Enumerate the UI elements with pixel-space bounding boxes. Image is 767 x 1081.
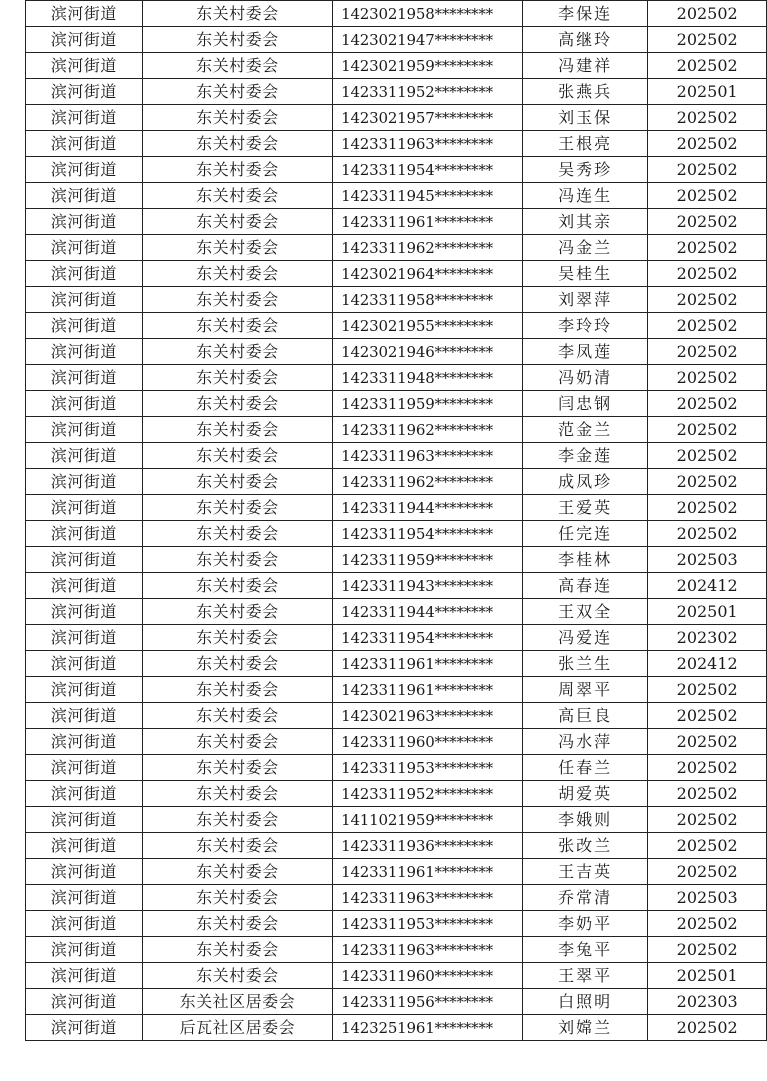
person-name-cell: 王根亮 (522, 131, 647, 157)
table-row (26, 209, 767, 235)
village-cell: 东关村委会 (142, 417, 332, 443)
table-row (26, 547, 767, 573)
month-cell: 202502 (648, 339, 767, 365)
id-number-cell: 1423311944******** (333, 599, 523, 625)
id-number-cell: 1423311961******** (333, 677, 523, 703)
table-row (26, 287, 767, 313)
table-row (26, 79, 767, 105)
table-row (26, 521, 767, 547)
person-name-cell: 闫忠钢 (522, 391, 647, 417)
month-cell: 202501 (648, 79, 767, 105)
village-cell: 东关村委会 (142, 131, 332, 157)
village-cell: 东关村委会 (142, 677, 332, 703)
table-row (26, 859, 767, 885)
id-number-cell: 1423311952******** (333, 79, 523, 105)
month-cell: 202502 (648, 443, 767, 469)
table-row (26, 261, 767, 287)
village-cell: 东关村委会 (142, 443, 332, 469)
street-cell: 滨河街道 (26, 573, 143, 599)
street-cell: 滨河街道 (26, 313, 143, 339)
month-cell: 202502 (648, 209, 767, 235)
table-row (26, 573, 767, 599)
table-row (26, 911, 767, 937)
street-cell: 滨河街道 (26, 261, 143, 287)
village-cell: 东关村委会 (142, 261, 332, 287)
street-cell: 滨河街道 (26, 625, 143, 651)
street-cell: 滨河街道 (26, 599, 143, 625)
id-number-cell: 1423311960******** (333, 963, 523, 989)
village-cell: 东关村委会 (142, 937, 332, 963)
street-cell: 滨河街道 (26, 79, 143, 105)
village-cell: 东关村委会 (142, 469, 332, 495)
street-cell: 滨河街道 (26, 209, 143, 235)
id-number-cell: 1423311962******** (333, 235, 523, 261)
village-cell: 东关村委会 (142, 183, 332, 209)
person-name-cell: 刘翠萍 (522, 287, 647, 313)
person-name-cell: 吴秀珍 (522, 157, 647, 183)
person-name-cell: 冯连生 (522, 183, 647, 209)
month-cell: 202502 (648, 859, 767, 885)
street-cell: 滨河街道 (26, 287, 143, 313)
person-name-cell: 高巨良 (522, 703, 647, 729)
id-number-cell: 1423311962******** (333, 469, 523, 495)
id-number-cell: 1423311936******** (333, 833, 523, 859)
village-cell: 东关村委会 (142, 1, 332, 27)
street-cell: 滨河街道 (26, 27, 143, 53)
month-cell: 202502 (648, 235, 767, 261)
street-cell: 滨河街道 (26, 417, 143, 443)
village-cell: 东关村委会 (142, 521, 332, 547)
id-number-cell: 1423311954******** (333, 521, 523, 547)
id-number-cell: 1411021959******** (333, 807, 523, 833)
month-cell: 202502 (648, 287, 767, 313)
month-cell: 202502 (648, 365, 767, 391)
village-cell: 东关村委会 (142, 781, 332, 807)
person-name-cell: 成凤珍 (522, 469, 647, 495)
table-row (26, 365, 767, 391)
table-row (26, 625, 767, 651)
person-name-cell: 张燕兵 (522, 79, 647, 105)
village-cell: 后瓦社区居委会 (142, 1015, 332, 1041)
id-number-cell: 1423311959******** (333, 547, 523, 573)
table-row (26, 105, 767, 131)
id-number-cell: 1423311961******** (333, 651, 523, 677)
table-row (26, 937, 767, 963)
month-cell: 202502 (648, 131, 767, 157)
month-cell: 202502 (648, 495, 767, 521)
month-cell: 202502 (648, 391, 767, 417)
street-cell: 滨河街道 (26, 339, 143, 365)
month-cell: 202502 (648, 1015, 767, 1041)
person-name-cell: 高春连 (522, 573, 647, 599)
table-row (26, 1, 767, 27)
village-cell: 东关村委会 (142, 807, 332, 833)
village-cell: 东关村委会 (142, 859, 332, 885)
village-cell: 东关村委会 (142, 79, 332, 105)
id-number-cell: 1423311944******** (333, 495, 523, 521)
table-row (26, 469, 767, 495)
month-cell: 202502 (648, 729, 767, 755)
village-cell: 东关村委会 (142, 391, 332, 417)
table-row (26, 651, 767, 677)
street-cell: 滨河街道 (26, 53, 143, 79)
street-cell: 滨河街道 (26, 885, 143, 911)
id-number-cell: 1423311953******** (333, 755, 523, 781)
month-cell: 202502 (648, 53, 767, 79)
village-cell: 东关村委会 (142, 885, 332, 911)
month-cell: 202502 (648, 833, 767, 859)
village-cell: 东关村委会 (142, 755, 332, 781)
person-name-cell: 冯建祥 (522, 53, 647, 79)
month-cell: 202502 (648, 183, 767, 209)
month-cell: 202502 (648, 911, 767, 937)
id-number-cell: 1423311956******** (333, 989, 523, 1015)
table-row (26, 183, 767, 209)
id-number-cell: 1423021957******** (333, 105, 523, 131)
person-name-cell: 李兔平 (522, 937, 647, 963)
month-cell: 202501 (648, 599, 767, 625)
id-number-cell: 1423311961******** (333, 209, 523, 235)
street-cell: 滨河街道 (26, 365, 143, 391)
id-number-cell: 1423311948******** (333, 365, 523, 391)
table-row (26, 53, 767, 79)
person-name-cell: 李保连 (522, 1, 647, 27)
table-row (26, 443, 767, 469)
street-cell: 滨河街道 (26, 859, 143, 885)
id-number-cell: 1423021958******** (333, 1, 523, 27)
month-cell: 202302 (648, 625, 767, 651)
month-cell: 202502 (648, 417, 767, 443)
id-number-cell: 1423251961******** (333, 1015, 523, 1041)
person-name-cell: 冯金兰 (522, 235, 647, 261)
street-cell: 滨河街道 (26, 807, 143, 833)
month-cell: 202502 (648, 937, 767, 963)
table-row (26, 27, 767, 53)
id-number-cell: 1423311952******** (333, 781, 523, 807)
month-cell: 202502 (648, 1, 767, 27)
id-number-cell: 1423311963******** (333, 443, 523, 469)
table-row (26, 833, 767, 859)
id-number-cell: 1423311963******** (333, 885, 523, 911)
person-name-cell: 刘玉保 (522, 105, 647, 131)
village-cell: 东关村委会 (142, 833, 332, 859)
village-cell: 东关村委会 (142, 53, 332, 79)
month-cell: 202502 (648, 105, 767, 131)
person-name-cell: 李桂林 (522, 547, 647, 573)
person-name-cell: 刘其亲 (522, 209, 647, 235)
street-cell: 滨河街道 (26, 157, 143, 183)
table-row (26, 235, 767, 261)
month-cell: 202502 (648, 781, 767, 807)
id-number-cell: 1423021964******** (333, 261, 523, 287)
month-cell: 202502 (648, 157, 767, 183)
street-cell: 滨河街道 (26, 469, 143, 495)
street-cell: 滨河街道 (26, 703, 143, 729)
id-number-cell: 1423021959******** (333, 53, 523, 79)
street-cell: 滨河街道 (26, 183, 143, 209)
street-cell: 滨河街道 (26, 495, 143, 521)
person-name-cell: 李凤莲 (522, 339, 647, 365)
id-number-cell: 1423311945******** (333, 183, 523, 209)
street-cell: 滨河街道 (26, 131, 143, 157)
street-cell: 滨河街道 (26, 755, 143, 781)
table-row (26, 417, 767, 443)
person-name-cell: 冯水萍 (522, 729, 647, 755)
village-cell: 东关村委会 (142, 495, 332, 521)
table-row (26, 131, 767, 157)
month-cell: 202501 (648, 963, 767, 989)
person-name-cell: 胡爱英 (522, 781, 647, 807)
table-row (26, 391, 767, 417)
street-cell: 滨河街道 (26, 963, 143, 989)
village-cell: 东关村委会 (142, 703, 332, 729)
village-cell: 东关村委会 (142, 963, 332, 989)
street-cell: 滨河街道 (26, 937, 143, 963)
street-cell: 滨河街道 (26, 235, 143, 261)
person-name-cell: 李金莲 (522, 443, 647, 469)
street-cell: 滨河街道 (26, 443, 143, 469)
person-name-cell: 王吉英 (522, 859, 647, 885)
id-number-cell: 1423311953******** (333, 911, 523, 937)
street-cell: 滨河街道 (26, 989, 143, 1015)
person-name-cell: 范金兰 (522, 417, 647, 443)
street-cell: 滨河街道 (26, 729, 143, 755)
street-cell: 滨河街道 (26, 1, 143, 27)
table-row (26, 677, 767, 703)
table-row (26, 1015, 767, 1041)
table-row (26, 339, 767, 365)
records-table (25, 0, 767, 1041)
person-name-cell: 张改兰 (522, 833, 647, 859)
id-number-cell: 1423311961******** (333, 859, 523, 885)
table-row (26, 157, 767, 183)
id-number-cell: 1423311954******** (333, 625, 523, 651)
month-cell: 202502 (648, 807, 767, 833)
id-number-cell: 1423311958******** (333, 287, 523, 313)
table-row (26, 703, 767, 729)
street-cell: 滨河街道 (26, 105, 143, 131)
village-cell: 东关村委会 (142, 911, 332, 937)
village-cell: 东关村委会 (142, 287, 332, 313)
table-row (26, 781, 767, 807)
id-number-cell: 1423311954******** (333, 157, 523, 183)
table-row (26, 807, 767, 833)
month-cell: 202502 (648, 755, 767, 781)
street-cell: 滨河街道 (26, 651, 143, 677)
village-cell: 东关村委会 (142, 729, 332, 755)
street-cell: 滨河街道 (26, 547, 143, 573)
village-cell: 东关村委会 (142, 339, 332, 365)
person-name-cell: 周翠平 (522, 677, 647, 703)
person-name-cell: 冯爱连 (522, 625, 647, 651)
month-cell: 202303 (648, 989, 767, 1015)
table-row (26, 729, 767, 755)
person-name-cell: 李奶平 (522, 911, 647, 937)
id-number-cell: 1423311962******** (333, 417, 523, 443)
month-cell: 202503 (648, 885, 767, 911)
village-cell: 东关村委会 (142, 27, 332, 53)
street-cell: 滨河街道 (26, 833, 143, 859)
month-cell: 202502 (648, 521, 767, 547)
village-cell: 东关村委会 (142, 547, 332, 573)
village-cell: 东关村委会 (142, 235, 332, 261)
table-row (26, 989, 767, 1015)
village-cell: 东关村委会 (142, 651, 332, 677)
person-name-cell: 王翠平 (522, 963, 647, 989)
month-cell: 202412 (648, 651, 767, 677)
person-name-cell: 冯奶清 (522, 365, 647, 391)
village-cell: 东关村委会 (142, 365, 332, 391)
id-number-cell: 1423311959******** (333, 391, 523, 417)
person-name-cell: 王爱英 (522, 495, 647, 521)
id-number-cell: 1423021963******** (333, 703, 523, 729)
person-name-cell: 任完连 (522, 521, 647, 547)
person-name-cell: 张兰生 (522, 651, 647, 677)
id-number-cell: 1423311943******** (333, 573, 523, 599)
month-cell: 202502 (648, 469, 767, 495)
person-name-cell: 白照明 (522, 989, 647, 1015)
village-cell: 东关村委会 (142, 573, 332, 599)
person-name-cell: 任春兰 (522, 755, 647, 781)
table-row (26, 599, 767, 625)
village-cell: 东关社区居委会 (142, 989, 332, 1015)
month-cell: 202502 (648, 27, 767, 53)
person-name-cell: 刘嫦兰 (522, 1015, 647, 1041)
person-name-cell: 李娥则 (522, 807, 647, 833)
village-cell: 东关村委会 (142, 209, 332, 235)
table-row (26, 495, 767, 521)
records-table-body (26, 1, 767, 1041)
id-number-cell: 1423311963******** (333, 937, 523, 963)
table-row (26, 313, 767, 339)
id-number-cell: 1423021947******** (333, 27, 523, 53)
village-cell: 东关村委会 (142, 105, 332, 131)
street-cell: 滨河街道 (26, 677, 143, 703)
month-cell: 202502 (648, 313, 767, 339)
month-cell: 202503 (648, 547, 767, 573)
person-name-cell: 高继玲 (522, 27, 647, 53)
street-cell: 滨河街道 (26, 391, 143, 417)
id-number-cell: 1423021946******** (333, 339, 523, 365)
table-row (26, 963, 767, 989)
month-cell: 202502 (648, 703, 767, 729)
month-cell: 202502 (648, 261, 767, 287)
village-cell: 东关村委会 (142, 157, 332, 183)
id-number-cell: 1423311960******** (333, 729, 523, 755)
table-row (26, 885, 767, 911)
person-name-cell: 李玲玲 (522, 313, 647, 339)
village-cell: 东关村委会 (142, 599, 332, 625)
street-cell: 滨河街道 (26, 1015, 143, 1041)
person-name-cell: 王双全 (522, 599, 647, 625)
table-row (26, 755, 767, 781)
id-number-cell: 1423311963******** (333, 131, 523, 157)
street-cell: 滨河街道 (26, 521, 143, 547)
person-name-cell: 吴桂生 (522, 261, 647, 287)
id-number-cell: 1423021955******** (333, 313, 523, 339)
month-cell: 202412 (648, 573, 767, 599)
street-cell: 滨河街道 (26, 911, 143, 937)
person-name-cell: 乔常清 (522, 885, 647, 911)
month-cell: 202502 (648, 677, 767, 703)
street-cell: 滨河街道 (26, 781, 143, 807)
village-cell: 东关村委会 (142, 313, 332, 339)
village-cell: 东关村委会 (142, 625, 332, 651)
